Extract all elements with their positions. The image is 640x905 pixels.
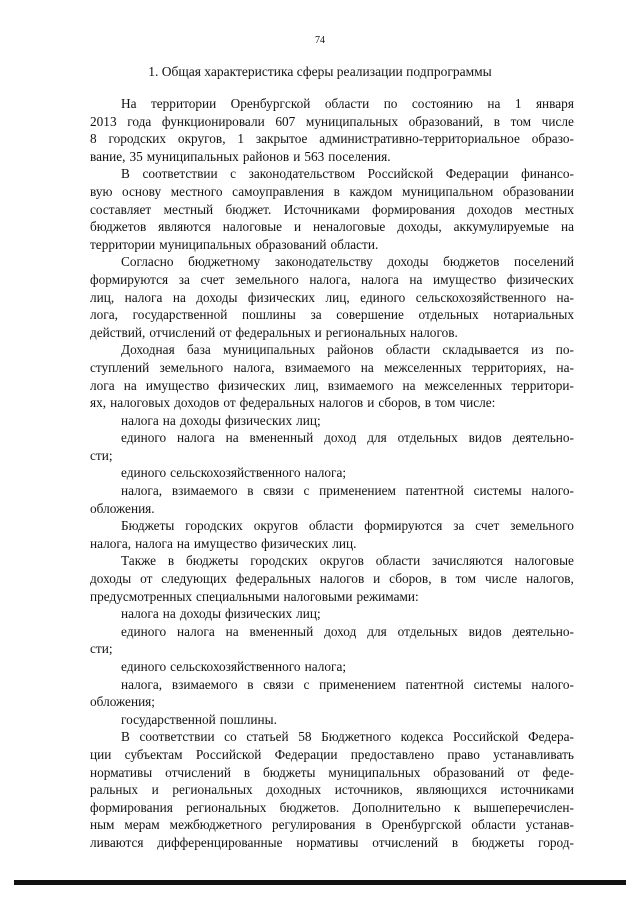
text-line: 2013 года функционировали 607 муниципальных образований, в том числе: [90, 113, 574, 129]
text-line: вание, 35 муниципальных районов и 563 поселения.: [90, 148, 391, 164]
text-line: Согласно бюджетному законодательству доходы бюджетов поселений: [121, 254, 574, 270]
text-line: государственной пошлины.: [121, 711, 277, 727]
text-line: единого налога на вмененный доход для отдельных видов деятельно-: [121, 623, 574, 639]
text-line: сти;: [90, 447, 113, 463]
body-text: [90, 95, 574, 852]
text-line: налога на доходы физических лиц;: [121, 412, 321, 428]
text-line: сти;: [90, 641, 113, 657]
text-line: 8 городских округов, 1 закрытое административно-территориальное образо-: [90, 131, 574, 147]
text-line: лиц, налога на доходы физических лиц, единого сельскохозяйственного на-: [90, 289, 574, 305]
text-line: ции субъектам Российской Федерации предоставлено право устанавливать: [90, 746, 574, 762]
text-line: нормативы отчислений в бюджеты муниципальных образований от феде-: [90, 764, 574, 780]
bottom-rule: [14, 880, 626, 885]
text-line: единого налога на вмененный доход для отдельных видов деятельно-: [121, 430, 574, 446]
text-line: В соответствии со статьей 58 Бюджетного кодекса Российской Федера-: [121, 729, 574, 745]
text-line: вую основу местного самоуправления в каждом муниципальном образовании: [90, 183, 574, 199]
text-line: налога на доходы физических лиц;: [121, 606, 321, 622]
text-line: ях, налоговых доходов от федеральных налогов и сборов, в том числе:: [90, 395, 496, 411]
text-line: единого сельскохозяйственного налога;: [121, 659, 347, 674]
section-heading: 1. Общая характеристика сферы реализации подпрограммы: [148, 64, 492, 79]
text-line: налога, взимаемого в связи с применением патентной системы налого-: [121, 676, 574, 692]
text-line: формирования региональных бюджетов. Дополнительно к вышеперечислен-: [90, 799, 574, 815]
text-line: территории муниципальных образований области.: [90, 236, 379, 252]
text-line: Также в бюджеты городских округов области зачисляются налоговые: [121, 553, 574, 569]
text-line: ным мерам межбюджетного регулирования в Оренбургской области устанав-: [90, 817, 574, 833]
page-number: 74: [315, 35, 325, 46]
text-line: На территории Оренбургской области по состоянию на 1 января: [121, 96, 574, 111]
text-line: бюджетов являются налоговые и неналоговые доходы, аккумулируемые на: [90, 219, 574, 235]
text-line: действий, отчислений от федеральных и региональных налогов.: [90, 324, 458, 340]
text-line: единого сельскохозяйственного налога;: [121, 465, 347, 481]
text-line: лога, государственной пошлины за совершение отдельных нотариальных: [90, 307, 574, 323]
text-line: доходы от следующих федеральных налогов и сборов, в том числе налогов,: [90, 571, 574, 587]
text-line: обложения;: [90, 694, 155, 710]
text-line: Доходная база муниципальных районов области складывается из по-: [121, 342, 574, 358]
text-line: ральных и региональных доходных источников, являющихся источниками: [90, 782, 574, 798]
text-line: обложения.: [90, 500, 155, 516]
text-line: ступлений земельного налога, взимаемого на межселенных территориях, на-: [90, 359, 574, 375]
text-line: налога, налога на имущество физических лиц.: [90, 535, 357, 551]
text-line: налога, взимаемого в связи с применением патентной системы налого-: [121, 483, 574, 499]
text-line: В соответствии с законодательством Российской Федерации финансо-: [121, 166, 574, 182]
text-line: предусмотренных специальными налоговыми режимами:: [90, 588, 419, 604]
text-line: составляет местный бюджет. Источниками формирования доходов местных: [90, 201, 574, 217]
text-line: формируются за счет земельного налога, налога на имущество физических: [90, 271, 574, 287]
text-line: Бюджеты городских округов области формируются за счет земельного: [121, 518, 574, 534]
text-line: ливаются дифференцированные нормативы отчислений в бюджеты город-: [90, 834, 574, 850]
text-line: лога на имущество физических лиц, взимаемого на межселенных территори-: [90, 377, 574, 393]
